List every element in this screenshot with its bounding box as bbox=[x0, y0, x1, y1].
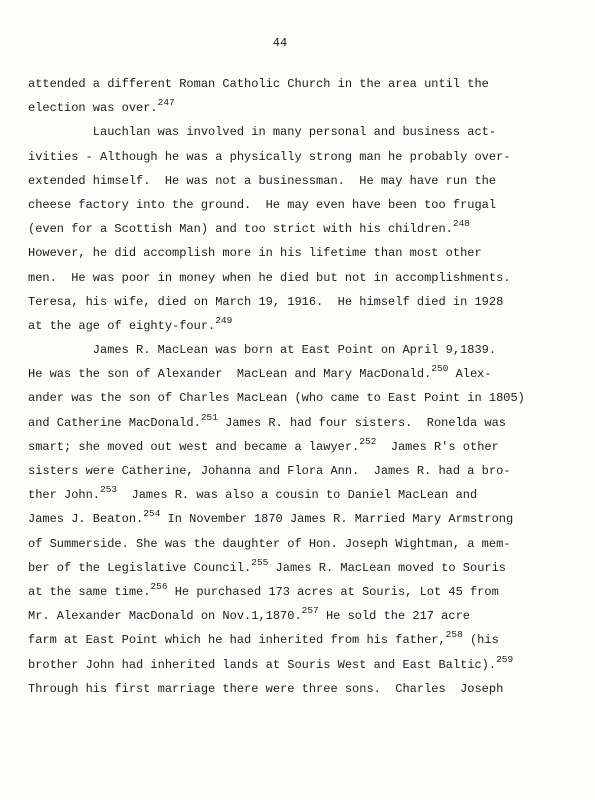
text-segment: ander was the son of Charles MacLean (who came to East Point in 1805) bbox=[28, 391, 525, 406]
text-segment: James R. MacLean moved to Souris bbox=[268, 560, 506, 575]
text-segment: attended a different Roman Catholic Church in the area until the bbox=[28, 77, 489, 91]
footnote-reference: 252 bbox=[359, 435, 377, 447]
text-line bbox=[28, 362, 568, 386]
text-line bbox=[28, 217, 568, 241]
text-line bbox=[28, 604, 568, 628]
footnote-reference: 257 bbox=[301, 605, 319, 617]
text-line bbox=[28, 120, 568, 144]
text-segment: (his bbox=[462, 633, 499, 648]
text-line bbox=[28, 96, 568, 120]
text-segment: In November 1870 James R. Married Mary Armstrong bbox=[160, 512, 514, 527]
text-segment: Lauchlan was involved in many personal and business act- bbox=[28, 125, 497, 140]
footnote-reference: 253 bbox=[100, 484, 118, 496]
text-line bbox=[28, 193, 568, 217]
footnote-reference: 254 bbox=[143, 508, 161, 520]
footnote-reference: 247 bbox=[157, 97, 175, 109]
footnote-reference: 250 bbox=[431, 363, 449, 375]
text-segment: James R's other bbox=[376, 439, 499, 454]
footnote-reference: 256 bbox=[150, 580, 168, 592]
text-line bbox=[28, 241, 568, 265]
footnote-reference: 259 bbox=[496, 653, 514, 665]
text-segment: He was the son of Alexander MacLean and Mary MacDonald. bbox=[28, 367, 432, 382]
text-line bbox=[28, 532, 568, 556]
text-segment: James R. MacLean was born at East Point on April 9,1839. bbox=[28, 343, 497, 358]
text-line bbox=[28, 483, 568, 507]
footnote-reference: 248 bbox=[452, 218, 470, 230]
text-line bbox=[28, 266, 568, 290]
text-segment: ber of the Legislative Council. bbox=[28, 560, 252, 575]
text-line bbox=[28, 411, 568, 435]
text-line bbox=[28, 507, 568, 531]
text-line bbox=[28, 459, 568, 483]
text-line bbox=[28, 435, 568, 459]
footnote-reference: 251 bbox=[200, 411, 218, 423]
footnote-reference: 255 bbox=[251, 556, 269, 568]
text-segment: ther John. bbox=[28, 488, 101, 503]
page-number: 44 bbox=[272, 36, 288, 50]
text-segment: Through his first marriage there were three sons. Charles Joseph bbox=[28, 681, 504, 696]
text-segment: James J. Beaton. bbox=[28, 512, 144, 527]
text-line bbox=[28, 386, 568, 410]
text-segment: at the age of eighty-four. bbox=[28, 318, 216, 333]
text-line bbox=[28, 169, 568, 193]
text-segment: smart; she moved out west and became a lawyer. bbox=[28, 439, 360, 454]
text-segment: sisters were Catherine, Johanna and Flora Ann. James R. had a bro- bbox=[28, 464, 511, 478]
text-segment: James R. was also a cousin to Daniel MacLean and bbox=[117, 488, 478, 503]
text-line bbox=[28, 677, 568, 701]
text-line bbox=[28, 653, 568, 677]
text-segment: Mr. Alexander MacDonald on Nov.1,1870. bbox=[28, 609, 302, 624]
text-line bbox=[28, 556, 568, 580]
text-line bbox=[28, 72, 568, 96]
body-text bbox=[28, 72, 568, 701]
text-segment: election was over. bbox=[28, 101, 158, 116]
text-line bbox=[28, 145, 568, 169]
text-segment: (even for a Scottish Man) and too strict with his children. bbox=[28, 222, 453, 237]
text-line bbox=[28, 628, 568, 652]
text-line bbox=[28, 580, 568, 604]
text-segment: ivities - Although he was a physically strong man he probably over- bbox=[28, 149, 511, 164]
text-segment: men. He was poor in money when he died but not in accomplishments. bbox=[28, 270, 511, 285]
text-segment: at the same time. bbox=[28, 584, 151, 599]
text-segment: cheese factory into the ground. He may even have been too frugal bbox=[28, 197, 497, 212]
text-line bbox=[28, 338, 568, 362]
text-segment: of Summerside. She was the daughter of Hon. Joseph Wightman, a mem- bbox=[28, 536, 511, 551]
footnote-reference: 258 bbox=[445, 629, 463, 641]
text-segment: James R. had four sisters. Ronelda was bbox=[217, 415, 506, 430]
text-line bbox=[28, 290, 568, 314]
text-segment: farm at East Point which he had inherited from his father, bbox=[28, 633, 446, 648]
text-segment: He purchased 173 acres at Souris, Lot 45 from bbox=[167, 584, 499, 599]
text-segment: Teresa, his wife, died on March 19, 1916. He himself died in 1928 bbox=[28, 294, 504, 309]
text-segment: extended himself. He was not a businessman. He may have run the bbox=[28, 173, 497, 188]
text-segment: and Catherine MacDonald. bbox=[28, 415, 201, 430]
text-segment: However, he did accomplish more in his lifetime than most other bbox=[28, 246, 482, 261]
footnote-reference: 249 bbox=[215, 314, 233, 326]
text-segment: Alex- bbox=[448, 367, 492, 382]
text-segment: brother John had inherited lands at Souris West and East Baltic). bbox=[28, 657, 497, 672]
text-line bbox=[28, 314, 568, 338]
text-segment: He sold the 217 acre bbox=[318, 609, 470, 624]
